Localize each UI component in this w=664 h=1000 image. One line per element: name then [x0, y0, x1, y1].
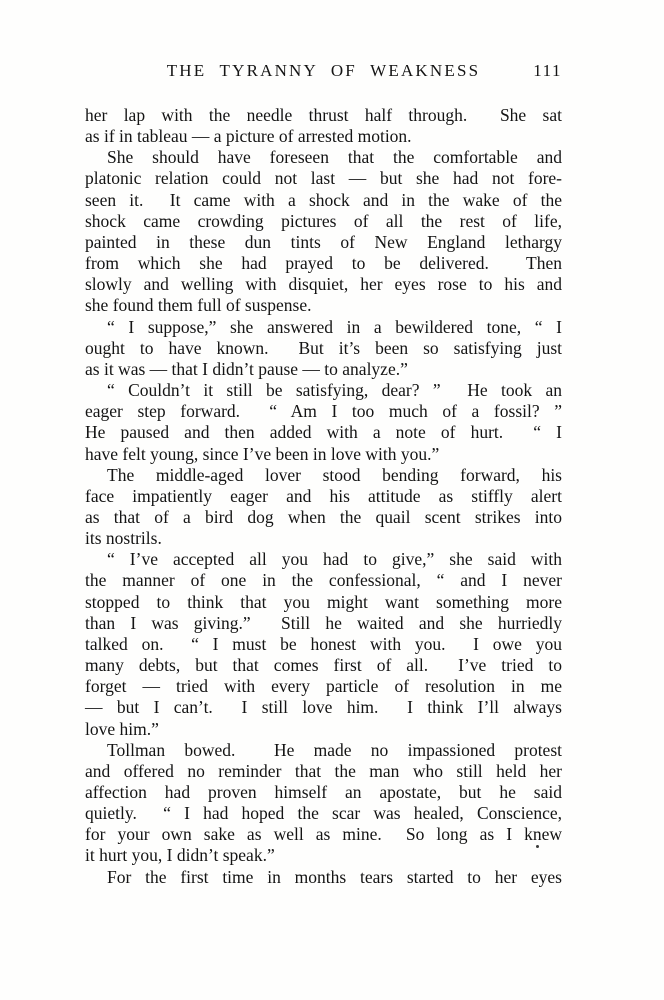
text-line: quietly. “ I had hoped the scar was healed, Conscience, [85, 803, 562, 824]
text-line: platonic relation could not last — but she had not fore- [85, 168, 562, 189]
scan-artifact-dot [536, 845, 539, 848]
text-line: the manner of one in the confessional, “ and I never [85, 570, 562, 591]
text-line: The middle-aged lover stood bending forward, his [107, 464, 562, 485]
text-line: shock came crowding pictures of all the rest of life, [85, 210, 562, 231]
text-line: she found them full of suspense. [85, 295, 312, 316]
running-head [85, 61, 562, 83]
page-number: 111 [533, 61, 562, 80]
text-line: ought to have known. But it’s been so satisfying just [85, 337, 562, 358]
text-line: than I was giving.” Still he waited and she hurriedly [85, 612, 562, 633]
text-line: affection had proven himself an apostate, but he said [85, 782, 562, 802]
text-line: “ Couldn’t it still be satisfying, dear? ” He took an [107, 380, 562, 401]
text-line: face impatiently eager and his attitude as stiffly alert [85, 485, 562, 506]
text-line: He paused and then added with a note of hurt. “ I [85, 422, 562, 443]
text-line: love him.” [85, 718, 159, 739]
text-line: painted in these dun tints of New England lethargy [85, 231, 562, 252]
page-title: THE TYRANNY OF WEAKNESS [166, 61, 481, 80]
text-line: seen it. It came with a shock and in the wake of the [85, 189, 562, 210]
page-body-text [85, 105, 562, 888]
text-line: as that of a bird dog when the quail scent strikes into [85, 506, 562, 527]
text-line: have felt young, since I’ve been in love with you.” [85, 443, 440, 464]
text-line: talked on. “ I must be honest with you. I owe you [85, 633, 562, 654]
text-line: forget — tried with every particle of resolution in me [85, 676, 562, 697]
text-line: — but I can’t. I still love him. I think I’ll always [85, 697, 562, 718]
text-line: its nostrils. [85, 528, 162, 549]
text-line: many debts, but that comes first of all. I’ve tried to [85, 655, 562, 676]
text-line: for your own sake as well as mine. So long as I knew [85, 824, 562, 845]
text-line: She should have foreseen that the comfortable and [107, 147, 562, 168]
text-line: from which she had prayed to be delivered. Then [85, 253, 562, 274]
text-line: For the first time in months tears started to her eyes [107, 866, 562, 887]
text-line: as it was — that I didn’t pause — to analyze.” [85, 358, 408, 379]
text-line: and offered no reminder that the man who still held her [85, 760, 562, 781]
text-line: slowly and welling with disquiet, her eyes rose to his and [85, 274, 562, 295]
text-line: “ I suppose,” she answered in a bewildered tone, “ I [107, 316, 562, 337]
text-line: it hurt you, I didn’t speak.” [85, 845, 275, 866]
text-line: as if in tableau — a picture of arrested motion. [85, 126, 412, 147]
text-line: eager step forward. “ Am I too much of a fossil? ” [85, 401, 562, 422]
text-line: Tollman bowed. He made no impassioned protest [107, 739, 562, 760]
text-line: “ I’ve accepted all you had to give,” she said with [107, 549, 562, 570]
text-line: stopped to think that you might want something more [85, 591, 562, 612]
text-line: her lap with the needle thrust half through. She sat [85, 105, 562, 125]
